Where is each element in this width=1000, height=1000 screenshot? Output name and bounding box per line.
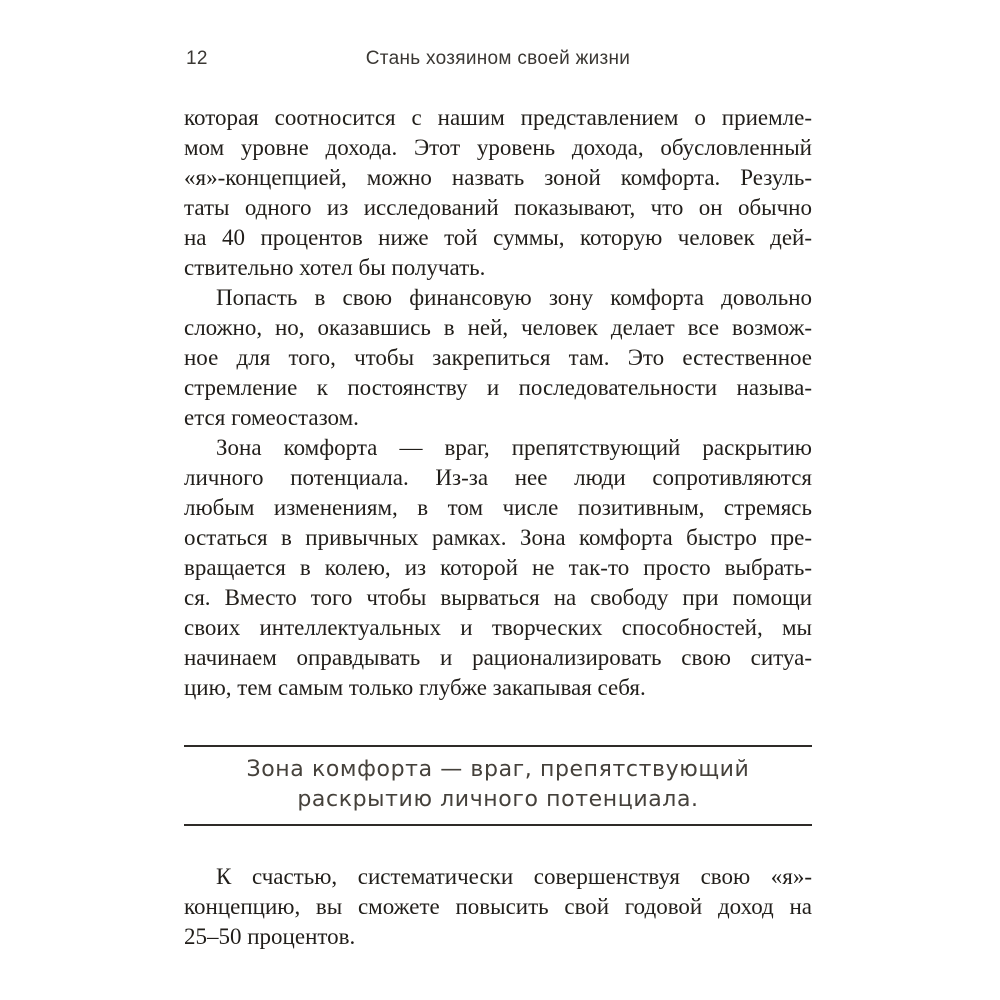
body-line: ствительно хотел бы получать.: [184, 255, 486, 280]
body-line: любым изменениям, в том числе позитивным, стремясь: [184, 495, 812, 520]
pullquote-line: Зона комфорта — враг, препятствующий: [246, 757, 750, 782]
body-line: Зона комфорта — враг, препятствующий раскрытию: [216, 435, 812, 460]
body-line: «я»-концепцией, можно назвать зоной комфорта. Резуль-: [184, 165, 812, 190]
body-line: К счастью, систематически совершенствуя свою «я»-: [216, 864, 812, 889]
body-line: личного потенциала. Из-за нее люди сопротивляются: [184, 465, 812, 490]
pullquote: [184, 745, 812, 826]
pullquote-line: раскрытию личного потенциала.: [297, 787, 699, 812]
body-line: таты одного из исследований показывают, что он обычно: [184, 195, 812, 220]
body-line: ется гомеостазом.: [184, 405, 359, 430]
running-title: Стань хозяином своей жизни: [365, 48, 631, 69]
body-line: которая соотносится с нашим представлением о приемле-: [184, 105, 812, 130]
body-line: мом уровне дохода. Этот уровень дохода, обусловленный: [184, 135, 812, 160]
body-line: ное для того, чтобы закрепиться там. Это естественное: [184, 345, 812, 370]
body-text: [184, 103, 812, 703]
body-line: стремление к постоянству и последовательности называ-: [184, 375, 812, 400]
body-line: 25–50 процентов.: [184, 924, 356, 949]
page-header: [184, 46, 812, 72]
body-line: концепцию, вы сможете повысить свой годовой доход на: [184, 894, 812, 919]
body-line: ся. Вместо того чтобы вырваться на свободу при помощи: [184, 585, 812, 610]
body-line: своих интеллектуальных и творческих способностей, мы: [184, 615, 812, 640]
page-number: 12: [186, 48, 208, 69]
body-line: вращается в колею, из которой не так-то просто выбрать-: [184, 555, 812, 580]
body-line: начинаем оправдывать и рационализировать свою ситуа-: [184, 645, 812, 670]
body-line: на 40 процентов ниже той суммы, которую человек дей-: [184, 225, 812, 250]
body-line: остаться в привычных рамках. Зона комфорта быстро пре-: [184, 525, 812, 550]
body-line: сложно, но, оказавшись в ней, человек делает все возмож-: [184, 315, 812, 340]
closing-paragraph: [184, 862, 812, 952]
body-line: Попасть в свою финансовую зону комфорта довольно: [216, 285, 812, 310]
body-line: цию, тем самым только глубже закапывая себя.: [184, 675, 646, 700]
